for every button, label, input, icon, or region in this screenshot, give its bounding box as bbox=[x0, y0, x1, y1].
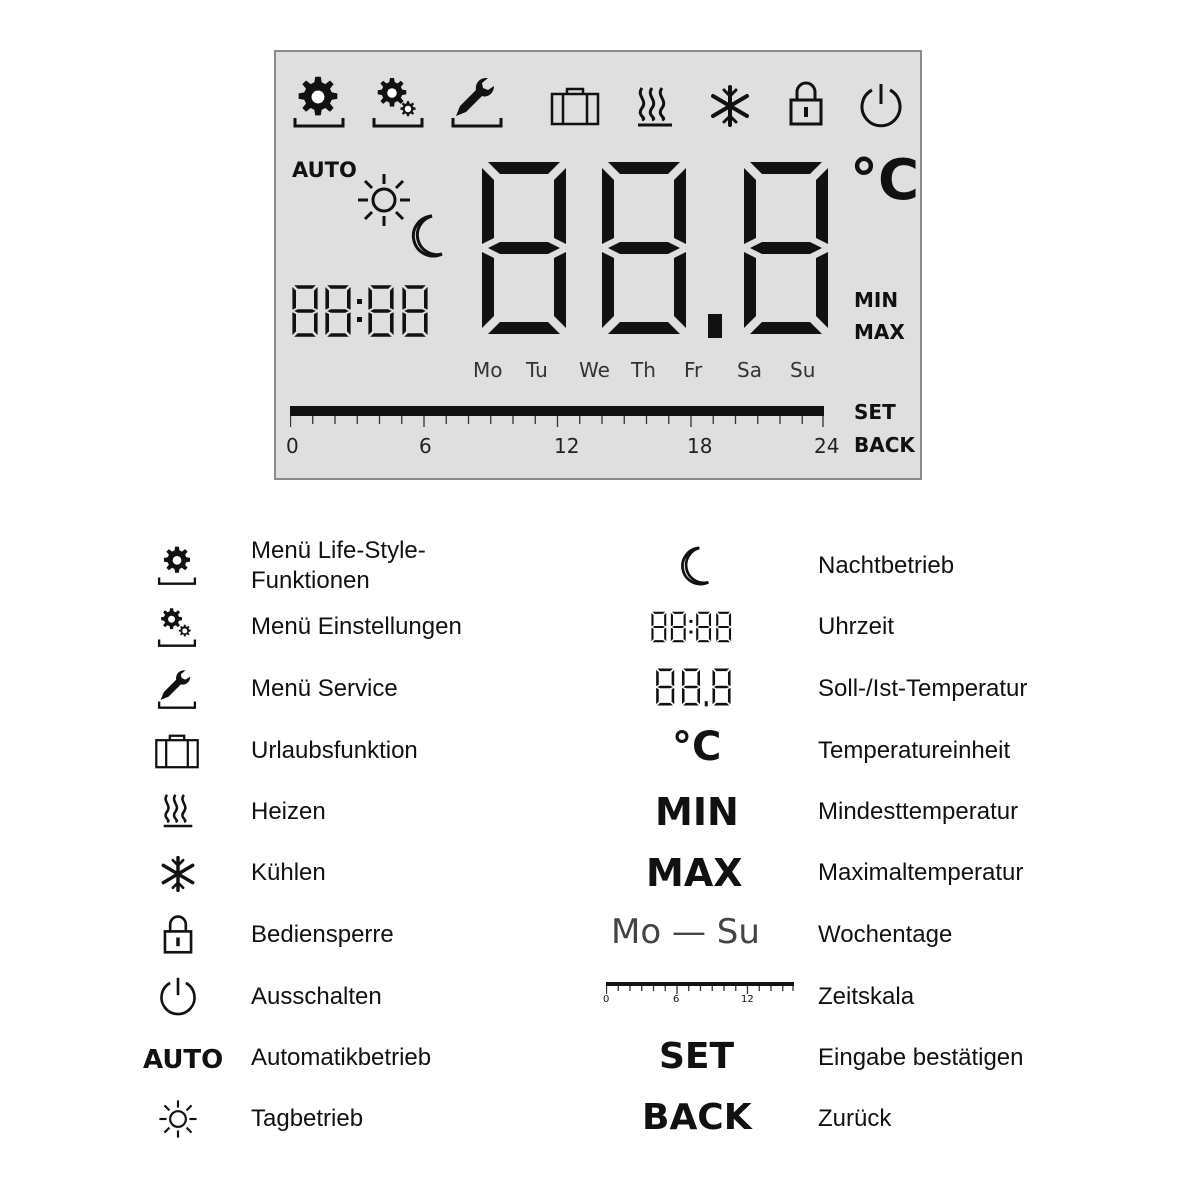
back-label: BACK bbox=[642, 1097, 752, 1138]
legend-label-temperature: Soll-/Ist-Temperatur bbox=[818, 675, 1028, 702]
suitcase-icon bbox=[550, 86, 600, 126]
weekday-tu: Tu bbox=[526, 358, 548, 382]
settings-gears-icon bbox=[156, 605, 198, 649]
legend-label-unit: Temperatureinheit bbox=[818, 737, 1011, 764]
lcd-display bbox=[274, 50, 922, 480]
legend-label-settings: Menü Einstellungen bbox=[251, 613, 462, 640]
min-label: MIN bbox=[854, 288, 899, 312]
legend-label-auto: Automatikbetrieb bbox=[251, 1044, 432, 1071]
snowflake-icon bbox=[708, 84, 752, 128]
legend-label-vacation: Urlaubsfunktion bbox=[251, 737, 418, 764]
heat-waves-icon bbox=[162, 791, 194, 829]
weekday-th: Th bbox=[631, 358, 656, 382]
legend-label-heating: Heizen bbox=[251, 798, 326, 825]
weekday-we: We bbox=[579, 358, 610, 382]
set-label: SET bbox=[659, 1036, 735, 1077]
moon-icon bbox=[674, 544, 712, 588]
weekday-range: Mo — Su bbox=[611, 912, 760, 952]
temperature-digits bbox=[472, 158, 844, 338]
temperature-digits-icon bbox=[654, 667, 734, 707]
legend-scale-tick-12: 12 bbox=[741, 994, 754, 1005]
scale-tick-12: 12 bbox=[554, 434, 580, 458]
set-label: SET bbox=[854, 400, 896, 424]
legend-label-night: Nachtbetrieb bbox=[818, 552, 955, 579]
power-icon bbox=[858, 82, 904, 128]
legend-label-back: Zurück bbox=[818, 1105, 892, 1132]
scale-tick-0: 0 bbox=[286, 434, 299, 458]
scale-tick-24: 24 bbox=[814, 434, 840, 458]
max-label: MAX bbox=[854, 320, 905, 344]
clock-digits-icon bbox=[650, 611, 736, 643]
legend-label-service: Menü Service bbox=[251, 675, 398, 702]
legend-label-lock: Bediensperre bbox=[251, 921, 394, 948]
sun-icon bbox=[158, 1099, 198, 1139]
auto-label: AUTO bbox=[292, 158, 357, 182]
scale-tick-6: 6 bbox=[419, 434, 432, 458]
settings-gear-icon bbox=[292, 74, 346, 130]
legend-label-cooling: Kühlen bbox=[251, 859, 326, 886]
time-scale-icon bbox=[606, 982, 794, 996]
legend-label-lifestyle-line2: Funktionen bbox=[251, 567, 370, 594]
legend-scale-tick-0: 0 bbox=[603, 994, 610, 1005]
lock-icon bbox=[788, 80, 824, 126]
time-scale-bar bbox=[606, 982, 794, 986]
weekday-su: Su bbox=[790, 358, 816, 382]
wrench-icon bbox=[450, 74, 504, 130]
min-label: MIN bbox=[655, 790, 739, 834]
weekday-sa: Sa bbox=[737, 358, 762, 382]
weekday-fr: Fr bbox=[684, 358, 703, 382]
legend-label-set: Eingabe bestätigen bbox=[818, 1044, 1024, 1071]
legend-label-power: Ausschalten bbox=[251, 983, 382, 1010]
legend-label-clock: Uhrzeit bbox=[818, 613, 895, 640]
time-scale-bar bbox=[290, 406, 824, 416]
legend-label-scale: Zeitskala bbox=[818, 983, 915, 1010]
temperature-unit: °C bbox=[850, 148, 920, 213]
time-scale bbox=[290, 406, 830, 436]
power-icon bbox=[158, 976, 198, 1016]
snowflake-icon bbox=[159, 855, 197, 893]
legend-label-max: Maximaltemperatur bbox=[818, 859, 1024, 886]
legend-scale-tick-6: 6 bbox=[673, 994, 680, 1005]
max-label: MAX bbox=[646, 851, 743, 895]
auto-label: AUTO bbox=[143, 1045, 224, 1075]
legend-label-weekdays: Wochentage bbox=[818, 921, 953, 948]
wrench-icon bbox=[156, 667, 198, 711]
back-label: BACK bbox=[854, 433, 915, 457]
suitcase-icon bbox=[154, 733, 200, 769]
clock-digits bbox=[290, 284, 436, 338]
legend-label-lifestyle-line1: Menü Life-Style- bbox=[251, 537, 426, 564]
legend-label-day: Tagbetrieb bbox=[251, 1105, 364, 1132]
legend-label-min: Mindesttemperatur bbox=[818, 798, 1019, 825]
lock-icon bbox=[162, 914, 194, 954]
moon-icon bbox=[404, 212, 446, 260]
weekday-mo: Mo bbox=[473, 358, 503, 382]
scale-tick-18: 18 bbox=[687, 434, 713, 458]
settings-gear-icon bbox=[156, 543, 198, 587]
settings-gears-icon bbox=[371, 74, 425, 130]
heat-waves-icon bbox=[636, 84, 674, 128]
temperature-unit-icon: °C bbox=[672, 724, 722, 770]
